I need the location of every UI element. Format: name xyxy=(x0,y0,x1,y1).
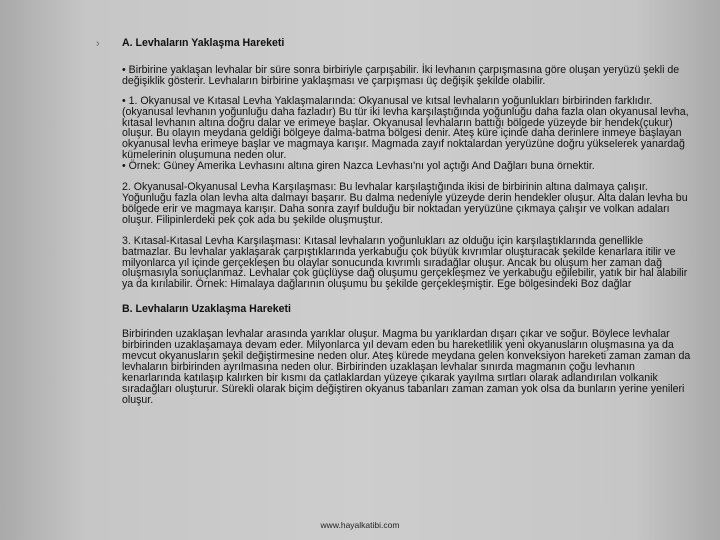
heading-approach: A. Levhaların Yaklaşma Hareketi xyxy=(122,37,285,49)
heading-divergence: B. Levhaların Uzaklaşma Hareketi xyxy=(122,303,291,316)
paragraph-intro: • Birbirine yaklaşan levhalar bir süre sonra birbiriyle çarpışabilir. İki levhanın çarpışmasına göre oluşan yeryüzü şekli de değişiklik gösterir. Levhaların birbirine yaklaşması ve çarpışması üç değişik şekilde olabilir. xyxy=(122,63,680,87)
paragraph-divergence: Birbirinden uzaklaşan levhalar arasında yarıklar oluşur. Magma bu yarıklardan dışarı çıkar ve soğur. Böylece levhalar birbirinden uzaklaşamaya devam eder. Milyonlarca yıl devam eden bu hareketlilik yeni okyanusların oluşmasına ya da mevcut okyanusların şekil değiştirmesine neden olur. Ateş kürede meydana gelen konveksiyon hareketi zaman zaman da levhaların birbirinden ayrılmasına neden olur. Birbirinden uzaklaşan levhalar sınırda magmanın çoğu levhanın kenarlarında katılaşıp kalırken bir kısmı da çatlaklardan yüzeye çıkarak yayılma sırtları olarak adlandırılan volkanik sıradağları oluşturur. Sürekli olarak biçim değiştiren okyanus tabanları zaman zaman yok olsa da bunların yerine yenileri oluşur. xyxy=(122,328,691,406)
slide-content xyxy=(122,38,694,414)
paragraph-oceanic-oceanic: 2. Okyanusal-Okyanusal Levha Karşılaşması: Bu levhalar karşılaştığında ikisi de birbirinin altına dalmaya çalışır. Yoğunluğu fazla olan levha alta dalmayı başarır. Bu dalma nedeniyle yüzeyde derin hendekler oluşur. Alta dalan levha bu bölgede erir ve magmaya karışır. Daha sonra zayıf bulduğu bir noktadan yeryüzüne çıkmaya çalışır ve volkan adaları oluşur. Filipinlerdeki pek çok ada bu şekilde oluşmuştur. xyxy=(122,181,688,226)
footer-url: www.hayalkatibi.com xyxy=(320,520,400,530)
paragraph-continental-continental: 3. Kıtasal-Kıtasal Levha Karşılaşması: Kıtasal levhaların yoğunlukları az olduğu için karşılaştıklarında genellikle batmazlar. Bu levhalar yaklaşarak çarpıştıklarında yerkabuğu çok büyük kıvrımlar oluşturacak şekilde kenarlara itilir ve milyonlarca yıl içinde gerçekleşen bu olaylar sonucunda kıvrımlı sıradağlar oluşur. Ancak bu oluşum her zaman dağ oluşmasıyla sonuçlanmaz. Levhalar çok güçlüyse dağ oluşumu gerçekleşmez ve yerkabuğu eğilebilir, yatık bir hal alabilir ya da kırılabilir. Örnek: Himalaya dağlarının oluşumu bu şekilde gerçekleşmiştir. Ege bölgesindeki Boz dağlar xyxy=(122,234,688,291)
paragraph-oceanic-continental: • 1. Okyanusal ve Kıtasal Levha Yaklaşmalarında: Okyanusal ve kıtsal levhaların yoğunlukları birbirinden farklıdır.(okyanusal levhanın yoğunluğu daha fazladır) Bu tür iki levha karşılaştığında yoğunluğu daha fazla olan okyanusal levha, kıtasal levhanın altına doğru dalar ve erimeye başlar. Okyanusal levhaların battığı bölgede yüzeyde bir hendek(çukur) oluşur. Bu olayın meydana geldiği bölgeye dalma-batma bölgesi denir. Ateş küre içinde daha derinlere inmeye başlayan okyanusal levha erimeye başlar ve magmaya karışır. Magmada zayıf noktalardan yeryüzüne doğru yükselerek yanardağ kümelerinin oluşumuna neden olur. • Örnek: Güney Amerika Levhasını altına giren Nazca Levhası'nı yol açtığı And Dağları buna örnektir. xyxy=(122,94,689,173)
bullet-arrow-icon: › xyxy=(96,38,100,50)
